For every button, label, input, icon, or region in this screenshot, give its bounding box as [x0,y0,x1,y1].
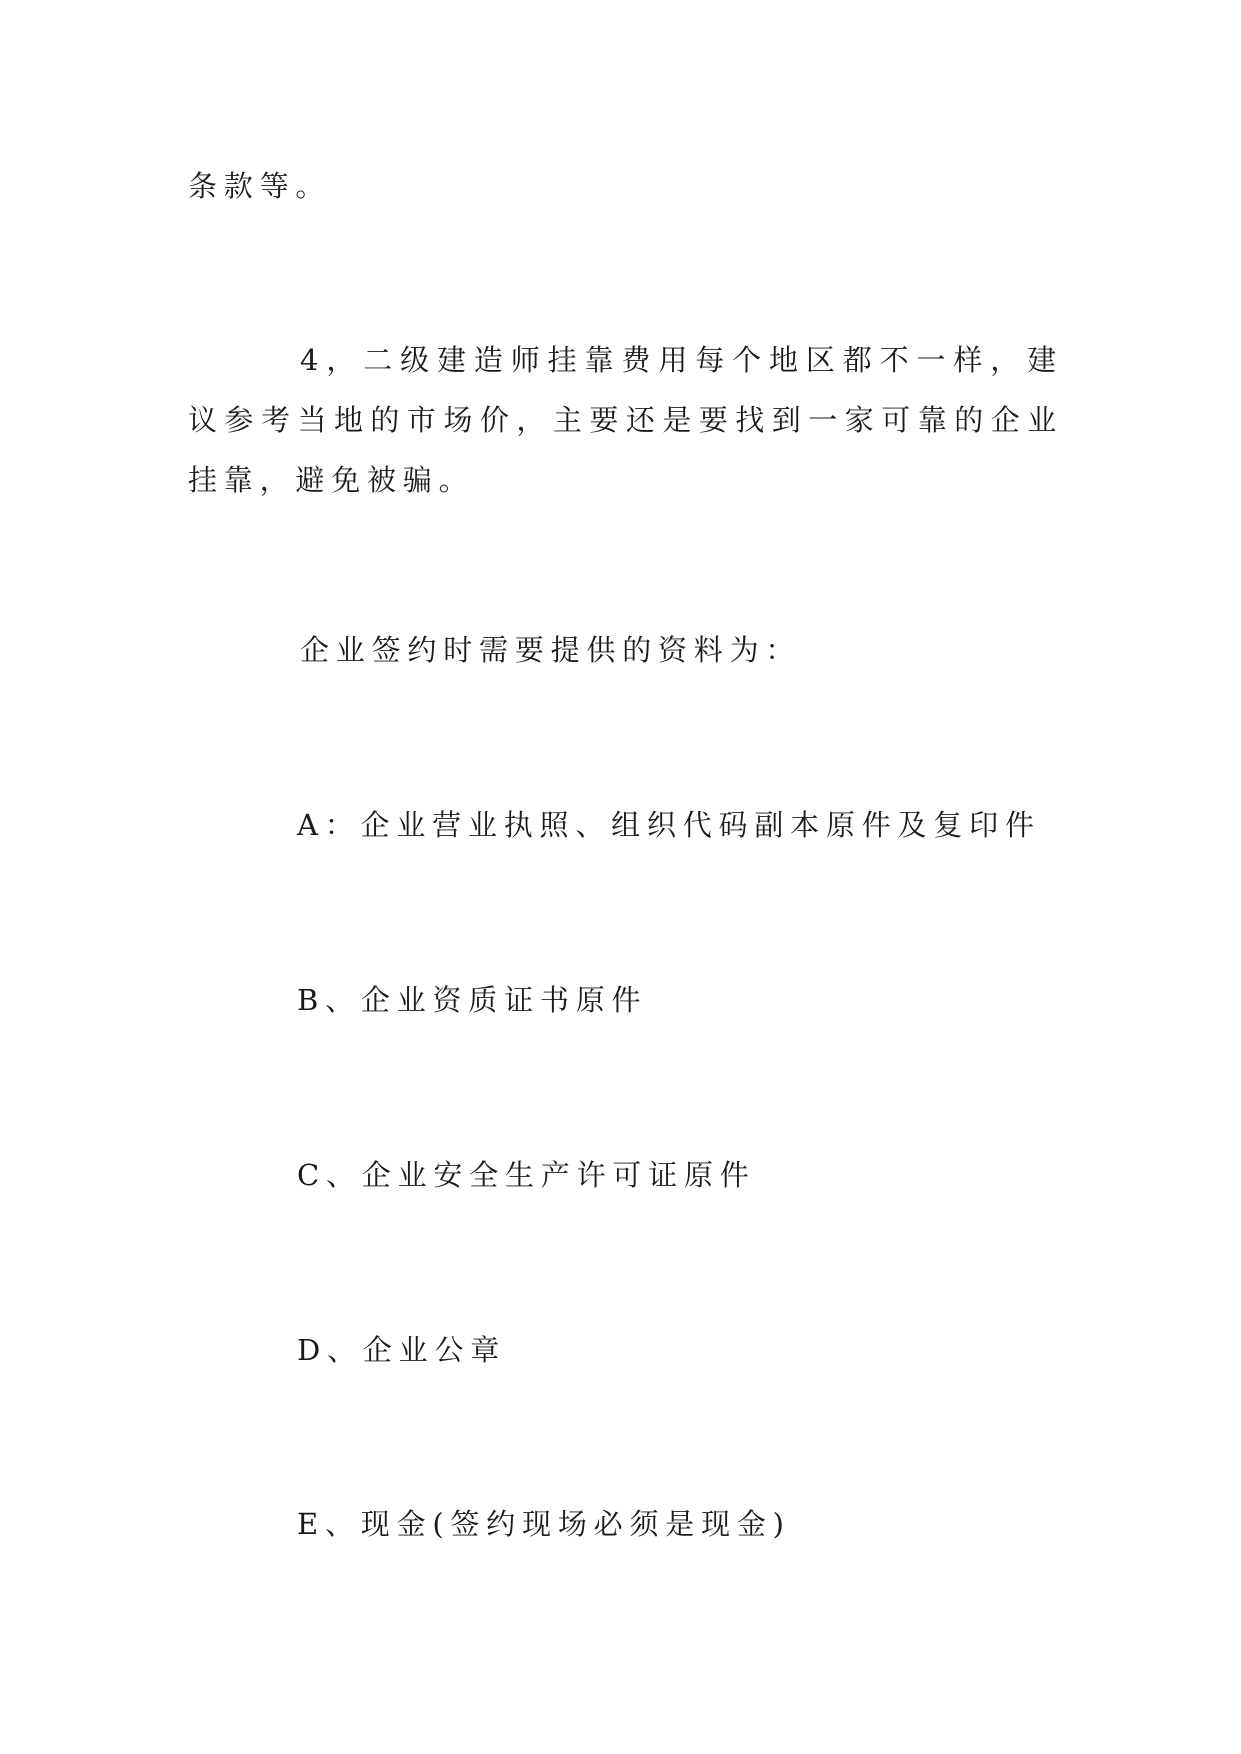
list-item-a: A：企业营业执照、组织代码副本原件及复印件 [297,808,1041,842]
list-item-e: E、现金(签约现场必须是现金) [297,1507,791,1541]
list-item-c: C、企业安全生产许可证原件 [297,1158,756,1192]
list-item-b: B、企业资质证书原件 [297,983,648,1017]
paragraph-4: 4，二级建造师挂靠费用每个地区都不一样，建议参考当地的市场价，主要还是要找到一家可靠的企业挂靠，避免被骗。 [188,343,1063,497]
continuation-text: 条款等。 [188,169,332,203]
list-item-d: D、企业公章 [297,1333,507,1367]
materials-heading: 企业签约时需要提供的资料为： [300,633,802,667]
